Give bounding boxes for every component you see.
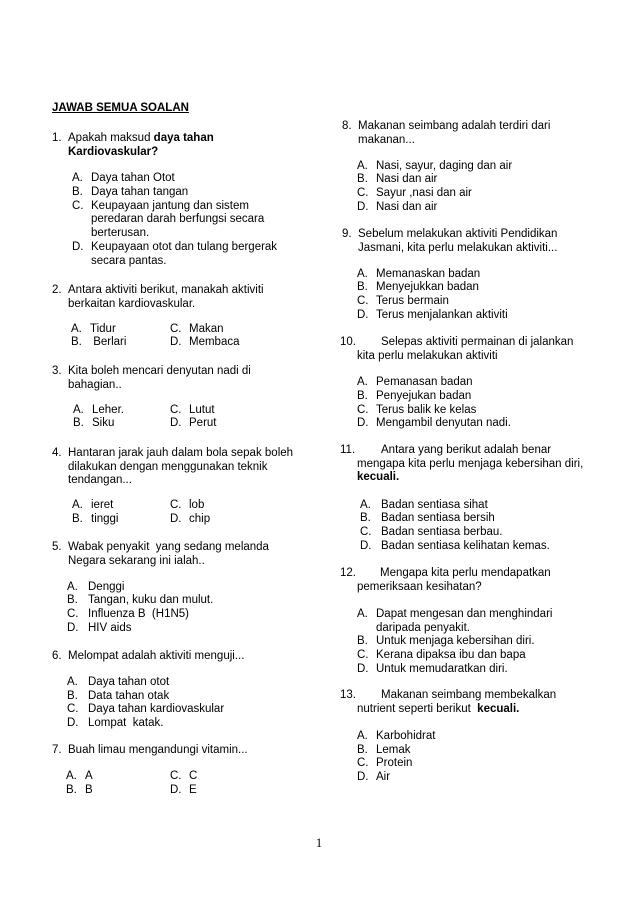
question-5 bbox=[52, 541, 269, 635]
option-text: Protein bbox=[376, 757, 413, 770]
answer-options bbox=[52, 770, 248, 797]
option-letter: C. bbox=[170, 769, 182, 782]
answer-option-c bbox=[357, 757, 556, 771]
answer-option-b bbox=[357, 173, 550, 187]
answer-option-c bbox=[170, 404, 251, 418]
answer-option-d bbox=[357, 309, 557, 323]
option-text: Nasi, sayur, daging dan air bbox=[376, 159, 513, 172]
question-1 bbox=[52, 132, 277, 268]
answer-option-d bbox=[357, 663, 552, 677]
question-number: 13. bbox=[340, 689, 356, 701]
question-number: 2. bbox=[52, 284, 62, 296]
option-text: Badan sentiasa berbau. bbox=[381, 526, 503, 539]
answer-option-a bbox=[72, 172, 277, 186]
answer-option-b bbox=[357, 744, 556, 758]
answer-option-b bbox=[357, 281, 557, 295]
question-stem-emphasis: kecuali. bbox=[477, 702, 520, 715]
option-letter: D. bbox=[170, 512, 182, 525]
answer-option-c bbox=[357, 187, 550, 201]
option-text: Karbohidrat bbox=[376, 729, 436, 742]
answer-option-c bbox=[357, 404, 573, 418]
question-9 bbox=[342, 228, 557, 322]
option-text: daripada penyakit. bbox=[376, 621, 470, 634]
question-7 bbox=[52, 744, 248, 797]
question-number: 6. bbox=[52, 650, 62, 662]
option-letter: A. bbox=[357, 729, 368, 742]
question-number: 12. bbox=[340, 567, 356, 579]
option-letter: A. bbox=[67, 675, 78, 688]
question-stem-line bbox=[340, 350, 573, 364]
option-letter: C. bbox=[67, 608, 79, 621]
option-text: Lemak bbox=[376, 743, 411, 756]
option-text: Sayur ,nasi dan air bbox=[376, 187, 472, 200]
option-text: Pemanasan badan bbox=[376, 376, 473, 389]
question-stem-text: bahagian.. bbox=[68, 378, 122, 391]
question-11 bbox=[340, 444, 583, 553]
answer-option-d bbox=[170, 417, 251, 431]
answer-option-d bbox=[170, 784, 248, 798]
question-number: 11. bbox=[340, 444, 356, 456]
answer-option-c bbox=[357, 649, 552, 663]
question-stem-line bbox=[52, 146, 277, 160]
option-letter: B. bbox=[357, 173, 368, 186]
question-stem-line bbox=[52, 650, 244, 664]
question-13 bbox=[340, 689, 556, 785]
answer-options bbox=[342, 268, 557, 323]
option-letter: B. bbox=[72, 512, 83, 525]
option-text: Lutut bbox=[189, 403, 215, 416]
option-text: peredaran darah berfungsi secara bbox=[91, 213, 265, 226]
page-number: 1 bbox=[315, 836, 323, 850]
option-letter: D. bbox=[170, 417, 182, 430]
question-3 bbox=[52, 365, 251, 431]
answer-option-a bbox=[357, 160, 550, 174]
answer-option-c bbox=[170, 499, 293, 513]
question-2 bbox=[52, 284, 264, 350]
option-letter: D. bbox=[170, 336, 182, 349]
answer-option-c-continued bbox=[72, 227, 277, 241]
question-stem-line bbox=[52, 541, 269, 555]
option-text: Daya tahan otot bbox=[88, 675, 170, 688]
question-stem-text: Antara aktiviti berikut, manakah aktiviti bbox=[68, 284, 264, 296]
option-letter: B. bbox=[72, 186, 83, 199]
option-letter: A. bbox=[357, 267, 368, 280]
question-stem-line bbox=[340, 444, 583, 458]
option-text: Dapat mengesan dan menghindari bbox=[376, 607, 553, 620]
option-text: Data tahan otak bbox=[88, 689, 170, 702]
answer-option-c bbox=[360, 526, 583, 540]
question-stem-line bbox=[52, 132, 277, 146]
question-stem-text: Sebelum melakukan aktiviti Pendidikan bbox=[358, 228, 558, 240]
answer-option-b bbox=[72, 513, 170, 527]
option-text: Membaca bbox=[189, 336, 240, 349]
question-stem-text: Apakah maksud bbox=[68, 132, 154, 144]
answer-option-a bbox=[67, 676, 244, 690]
option-letter: C. bbox=[170, 499, 182, 512]
option-text: Kerana dipaksa ibu dan bapa bbox=[376, 649, 526, 662]
answer-option-a bbox=[357, 268, 557, 282]
question-stem-line bbox=[342, 242, 557, 256]
answer-option-c bbox=[67, 608, 269, 622]
question-stem-line bbox=[340, 471, 583, 485]
answer-option-b bbox=[67, 690, 244, 704]
option-letter: D. bbox=[357, 417, 369, 430]
question-number: 8. bbox=[342, 120, 352, 132]
question-stem-text: Jasmani, kita perlu melakukan aktiviti... bbox=[358, 241, 558, 254]
option-letter: B. bbox=[67, 594, 78, 607]
option-letter: B. bbox=[357, 743, 368, 756]
question-stem-text: berkaitan kardiovaskular. bbox=[68, 297, 196, 310]
question-stem-line bbox=[342, 120, 550, 134]
question-stem-line bbox=[52, 447, 293, 461]
option-text: Terus menjalankan aktiviti bbox=[376, 308, 508, 321]
option-text: Air bbox=[376, 771, 391, 784]
option-letter: B. bbox=[357, 281, 368, 294]
option-text: Badan sentiasa sihat bbox=[381, 498, 488, 511]
option-text: Makan bbox=[189, 322, 224, 335]
question-stem-text: Wabak penyakit yang sedang melanda bbox=[68, 541, 269, 553]
answer-option-c bbox=[357, 295, 557, 309]
option-letter: C. bbox=[357, 757, 369, 770]
option-letter: C. bbox=[72, 199, 84, 212]
question-stem-line bbox=[340, 581, 552, 595]
answer-option-d bbox=[357, 201, 550, 215]
option-letter: D. bbox=[357, 662, 369, 675]
question-stem-text: Antara yang berikut adalah benar bbox=[381, 444, 552, 456]
option-letter: C. bbox=[357, 295, 369, 308]
option-letter: B. bbox=[71, 336, 82, 349]
answer-option-b bbox=[67, 594, 269, 608]
option-text: Menyejukkan badan bbox=[376, 281, 479, 294]
answer-option-a bbox=[66, 770, 170, 784]
answer-option-c bbox=[72, 200, 277, 214]
option-text: Badan sentiasa kelihatan kemas. bbox=[381, 539, 550, 552]
question-stem-line bbox=[52, 284, 264, 298]
answer-option-d bbox=[67, 717, 244, 731]
option-letter: C. bbox=[357, 403, 369, 416]
option-text: Terus balik ke kelas bbox=[376, 403, 477, 416]
option-text: Nasi dan air bbox=[376, 173, 438, 186]
question-stem-line bbox=[52, 298, 264, 312]
answer-option-a bbox=[67, 581, 269, 595]
question-number: 1. bbox=[52, 132, 62, 144]
answer-options bbox=[52, 172, 277, 268]
option-text: HIV aids bbox=[88, 621, 132, 634]
option-letter: A. bbox=[357, 159, 368, 172]
option-letter: B. bbox=[360, 512, 371, 525]
option-letter: C. bbox=[360, 526, 372, 539]
question-number: 3. bbox=[52, 365, 62, 377]
question-12 bbox=[340, 567, 552, 676]
option-text: C bbox=[189, 769, 198, 782]
answer-options bbox=[52, 404, 251, 431]
option-text: Keupayaan jantung dan sistem bbox=[91, 199, 249, 212]
answer-options bbox=[340, 499, 583, 554]
answer-option-d bbox=[72, 241, 277, 255]
answer-options bbox=[340, 608, 552, 676]
answer-option-b bbox=[360, 512, 583, 526]
option-letter: B. bbox=[67, 689, 78, 702]
question-stem-text: dilakukan dengan menggunakan teknik bbox=[68, 460, 268, 473]
option-text: lob bbox=[189, 499, 205, 512]
question-number: 4. bbox=[52, 447, 62, 459]
question-stem-line bbox=[52, 365, 251, 379]
answer-option-a bbox=[357, 730, 556, 744]
answer-option-d-continued bbox=[72, 255, 277, 269]
question-number: 10. bbox=[340, 336, 356, 348]
answer-option-d bbox=[170, 336, 264, 350]
answer-option-b bbox=[357, 390, 573, 404]
option-letter: D. bbox=[357, 771, 369, 784]
instruction-heading: JAWAB SEMUA SOALAN bbox=[52, 102, 189, 114]
question-stem-line bbox=[52, 555, 269, 569]
option-letter: C. bbox=[357, 649, 369, 662]
answer-option-b bbox=[71, 336, 170, 350]
question-stem-text: tendangan... bbox=[68, 474, 132, 487]
answer-options bbox=[52, 323, 264, 350]
answer-option-a bbox=[71, 323, 170, 337]
question-stem-emphasis: kecuali. bbox=[357, 471, 400, 484]
question-stem-line bbox=[52, 474, 293, 488]
answer-options bbox=[52, 581, 269, 636]
answer-option-a bbox=[73, 404, 170, 418]
option-letter: A. bbox=[357, 376, 368, 389]
option-text: Tangan, kuku dan mulut. bbox=[88, 594, 214, 607]
option-text: Daya tahan Otot bbox=[91, 172, 175, 185]
answer-option-c-continued bbox=[72, 213, 277, 227]
answer-options bbox=[52, 676, 244, 731]
option-text: Daya tahan tangan bbox=[91, 186, 189, 199]
option-letter: A. bbox=[72, 172, 83, 185]
answer-option-b bbox=[66, 784, 170, 798]
question-stem-text: Makanan seimbang membekalkan bbox=[381, 689, 557, 701]
option-text: Berlari bbox=[90, 336, 127, 349]
question-stem-text: kita perlu melakukan aktiviti bbox=[357, 349, 498, 362]
option-text: secara pantas. bbox=[91, 254, 167, 267]
answer-option-a-continued bbox=[357, 622, 552, 636]
option-text: Daya tahan kardiovaskular bbox=[88, 703, 225, 716]
answer-option-a bbox=[357, 608, 552, 622]
option-letter: B. bbox=[357, 390, 368, 403]
question-4 bbox=[52, 447, 293, 526]
answer-options bbox=[52, 499, 293, 526]
question-number: 7. bbox=[52, 744, 62, 756]
option-text: tinggi bbox=[91, 512, 119, 525]
answer-option-c bbox=[170, 323, 264, 337]
option-letter: D. bbox=[357, 200, 369, 213]
option-letter: C. bbox=[170, 403, 182, 416]
option-text: B bbox=[85, 783, 93, 796]
option-letter: A. bbox=[357, 607, 368, 620]
question-stem-line bbox=[52, 379, 251, 393]
question-stem-text: pemeriksaan kesihatan? bbox=[357, 580, 482, 593]
option-letter: C. bbox=[67, 703, 79, 716]
question-stem-line bbox=[340, 567, 552, 581]
answer-options bbox=[342, 160, 550, 215]
answer-option-b bbox=[73, 417, 170, 431]
question-stem-text: Buah limau mengandungi vitamin... bbox=[68, 744, 248, 756]
answer-option-d bbox=[357, 771, 556, 785]
option-letter: D. bbox=[67, 621, 79, 634]
option-letter: D. bbox=[67, 717, 79, 730]
option-letter: A. bbox=[67, 580, 78, 593]
answer-option-a bbox=[357, 376, 573, 390]
option-text: chip bbox=[189, 512, 211, 525]
option-letter: C. bbox=[170, 322, 182, 335]
question-stem-line bbox=[340, 703, 556, 717]
question-stem-text: Melompat adalah aktiviti menguji... bbox=[68, 650, 245, 662]
option-letter: D. bbox=[360, 539, 372, 552]
option-text: Untuk memudaratkan diri. bbox=[376, 662, 508, 675]
option-text: Nasi dan air bbox=[376, 200, 438, 213]
answer-options bbox=[340, 730, 556, 785]
option-text: Tidur bbox=[90, 322, 116, 335]
question-8 bbox=[342, 120, 550, 214]
option-text: Penyejukan badan bbox=[376, 390, 472, 403]
option-letter: A. bbox=[71, 322, 82, 335]
question-stem-text: nutrient seperti berikut bbox=[357, 702, 478, 715]
question-stem-line bbox=[52, 461, 293, 475]
option-text: E bbox=[189, 783, 197, 796]
question-stem-line bbox=[340, 689, 556, 703]
answer-option-b bbox=[357, 635, 552, 649]
question-stem-text: Negara sekarang ini ialah.. bbox=[68, 554, 205, 567]
question-stem-text: makanan... bbox=[358, 133, 415, 146]
option-text: Perut bbox=[189, 417, 217, 430]
question-stem-text: Kita boleh mencari denyutan nadi di bbox=[68, 365, 251, 377]
answer-options bbox=[340, 376, 573, 431]
option-letter: C. bbox=[357, 187, 369, 200]
question-stem-text: Mengapa kita perlu mendapatkan bbox=[380, 567, 551, 579]
option-text: Lompat katak. bbox=[88, 717, 164, 730]
option-text: Untuk menjaga kebersihan diri. bbox=[376, 635, 535, 648]
question-number: 9. bbox=[342, 228, 352, 240]
option-letter: B. bbox=[73, 417, 84, 430]
option-text: Influenza B (H1N5) bbox=[88, 608, 189, 621]
option-letter: A. bbox=[73, 403, 84, 416]
question-stem-line bbox=[342, 134, 550, 148]
option-text: berterusan. bbox=[91, 227, 150, 240]
answer-option-c bbox=[67, 703, 244, 717]
question-stem-text: mengapa kita perlu menjaga kebersihan diri, bbox=[357, 457, 584, 470]
option-text: Keupayaan otot dan tulang bergerak bbox=[91, 240, 278, 253]
option-letter: A. bbox=[72, 499, 83, 512]
option-letter: B. bbox=[66, 783, 77, 796]
question-stem-text: Hantaran jarak jauh dalam bola sepak boleh bbox=[68, 447, 294, 459]
question-6 bbox=[52, 650, 244, 731]
answer-option-a bbox=[72, 499, 170, 513]
question-stem-line bbox=[52, 744, 248, 758]
answer-option-d bbox=[67, 622, 269, 636]
option-text: Mengambil denyutan nadi. bbox=[376, 417, 511, 430]
answer-option-c bbox=[170, 770, 248, 784]
question-stem-line bbox=[340, 336, 573, 350]
question-stem-emphasis: daya tahan bbox=[153, 132, 214, 144]
question-10 bbox=[340, 336, 573, 431]
answer-option-b bbox=[72, 186, 277, 200]
option-letter: D. bbox=[170, 783, 182, 796]
question-stem-text: Selepas aktiviti permainan di jalankan bbox=[381, 336, 574, 348]
option-letter: B. bbox=[357, 635, 368, 648]
question-stem-line bbox=[342, 228, 557, 242]
option-text: Badan sentiasa bersih bbox=[381, 512, 495, 525]
question-stem-emphasis: Kardiovaskular? bbox=[68, 145, 159, 158]
option-text: Siku bbox=[92, 417, 115, 430]
option-text: Terus bermain bbox=[376, 295, 449, 308]
option-text: A bbox=[85, 769, 93, 782]
option-text: Memanaskan badan bbox=[376, 267, 481, 280]
answer-option-d bbox=[357, 417, 573, 431]
option-letter: A. bbox=[66, 769, 77, 782]
option-text: ieret bbox=[91, 499, 114, 512]
option-letter: D. bbox=[72, 240, 84, 253]
option-letter: D. bbox=[357, 308, 369, 321]
option-letter: A. bbox=[360, 498, 371, 511]
answer-option-d bbox=[360, 540, 583, 554]
question-stem-line bbox=[340, 458, 583, 472]
question-number: 5. bbox=[52, 541, 62, 553]
question-stem-text: Makanan seimbang adalah terdiri dari bbox=[358, 120, 551, 132]
answer-option-d bbox=[170, 513, 293, 527]
answer-option-a bbox=[360, 499, 583, 513]
option-text: Leher. bbox=[92, 403, 124, 416]
option-text: Denggi bbox=[88, 580, 125, 593]
